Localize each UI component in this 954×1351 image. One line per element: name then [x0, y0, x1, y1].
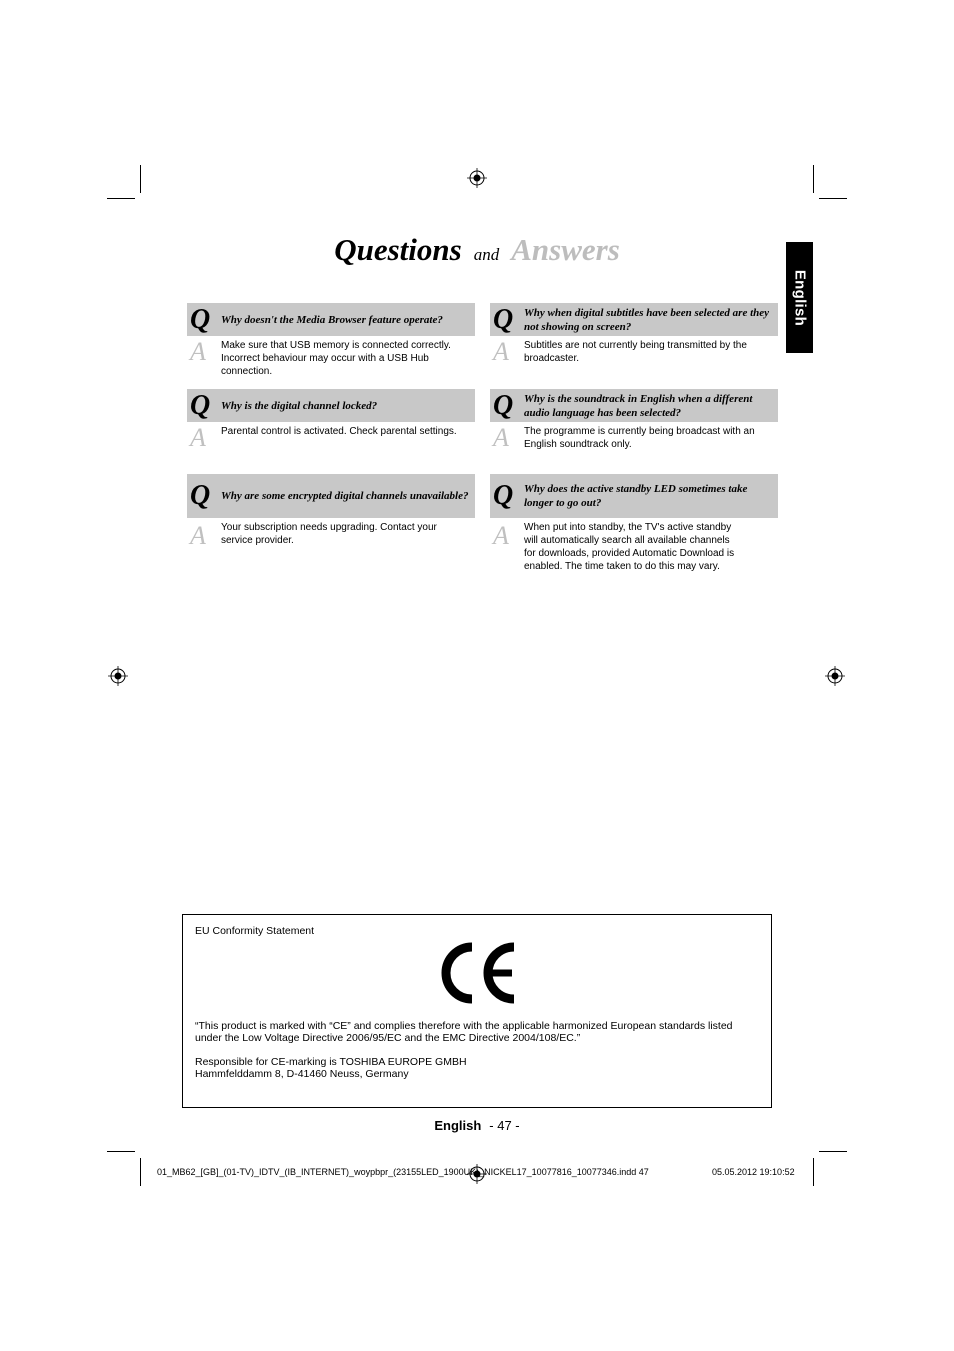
question-letter: Q [190, 303, 211, 335]
language-tab-label: English [791, 269, 808, 326]
question-letter: Q [493, 303, 514, 335]
qa-item [187, 303, 475, 378]
title-answers: Answers [511, 232, 620, 267]
registration-mark-icon [467, 168, 487, 188]
answer-letter: A [493, 423, 509, 452]
eu-responsible [195, 1056, 760, 1080]
question-bar [490, 389, 778, 422]
registration-mark-icon [825, 666, 845, 686]
question-letter: Q [493, 480, 514, 511]
ce-mark-icon [438, 941, 518, 1005]
qa-item [490, 474, 778, 573]
answer-row [490, 336, 778, 365]
qa-item [187, 474, 475, 550]
question-text: Why doesn't the Media Browser feature operate? [221, 313, 443, 326]
eu-statement: “This product is marked with “CE” and complies therefore with the applicable harmonized European standards listed under the Low Voltage Directive 2006/95/EC and the EMC Directive 2004/108/EC.” [195, 1020, 733, 1044]
answer-row [187, 518, 475, 550]
question-bar [490, 474, 778, 518]
crop-mark [813, 1158, 814, 1186]
answer-text: Parental control is activated. Check parental settings. [221, 426, 457, 437]
answer-letter: A [493, 337, 509, 366]
qa-item [187, 389, 475, 452]
crop-mark [140, 165, 141, 193]
question-text: Why are some encrypted digital channels unavailable? [221, 490, 469, 502]
crop-mark [107, 1151, 135, 1152]
answer-letter: A [190, 423, 206, 452]
question-bar [187, 474, 475, 518]
answer-text: Subtitles are not currently being transmitted by the broadcaster. [524, 340, 747, 364]
crop-mark [140, 1158, 141, 1186]
eu-responsible-line2: Hammfelddamm 8, D-41460 Neuss, Germany [195, 1068, 409, 1080]
language-tab [786, 242, 813, 353]
title-questions: Questions [334, 232, 462, 267]
eu-heading: EU Conformity Statement [195, 925, 315, 937]
question-text: Why is the digital channel locked? [221, 399, 378, 412]
print-slug-date: 05.05.2012 19:10:52 [712, 1167, 795, 1177]
eu-responsible-line1: Responsible for CE-marking is TOSHIBA EUROPE GMBH [195, 1056, 467, 1068]
answer-row [490, 518, 778, 573]
footer-language: English [434, 1118, 482, 1133]
qa-item [490, 389, 778, 451]
crop-mark [819, 1151, 847, 1152]
crop-mark [819, 198, 847, 199]
crop-mark [813, 165, 814, 193]
answer-text: Your subscription needs upgrading. Contact your service provider. [221, 522, 437, 546]
question-bar [490, 303, 778, 336]
question-bar [187, 303, 475, 336]
question-letter: Q [190, 480, 211, 511]
page-footer [0, 1118, 954, 1133]
qa-item [490, 303, 778, 365]
question-bar [187, 389, 475, 422]
answer-text: When put into standby, the TV's active standby will automatically search all available channels for downloads, provided Automatic Download is enabled. The time taken to do this may vary. [524, 522, 735, 572]
question-text: Why when digital subtitles have been selected are they not showing on screen? [524, 306, 770, 333]
registration-mark-icon [108, 666, 128, 686]
print-slug-file: 01_MB62_[GB]_(01-TV)_IDTV_(IB_INTERNET)_woypbpr_(23155LED_1900UK)_NICKEL17_10077816_10077346.indd 47 [157, 1167, 649, 1177]
question-letter: Q [493, 389, 514, 421]
eu-conformity-box [182, 914, 772, 1108]
question-text: Why is the soundtrack in English when a different audio language has been selected? [524, 392, 753, 419]
page-number: - 47 - [489, 1118, 520, 1133]
answer-row [187, 422, 475, 452]
answer-row [490, 422, 778, 451]
answer-letter: A [493, 521, 509, 550]
answer-letter: A [190, 337, 206, 366]
answer-letter: A [190, 521, 206, 550]
title-and: and [473, 245, 500, 264]
answer-row [187, 336, 475, 378]
answer-text: Make sure that USB memory is connected correctly. Incorrect behaviour may occur with a USB Hub connection. [221, 340, 451, 377]
question-letter: Q [190, 389, 211, 421]
question-text: Why does the active standby LED sometimes take longer to go out? [524, 483, 748, 509]
answer-text: The programme is currently being broadcast with an English soundtrack only. [524, 426, 755, 450]
crop-mark [107, 198, 135, 199]
